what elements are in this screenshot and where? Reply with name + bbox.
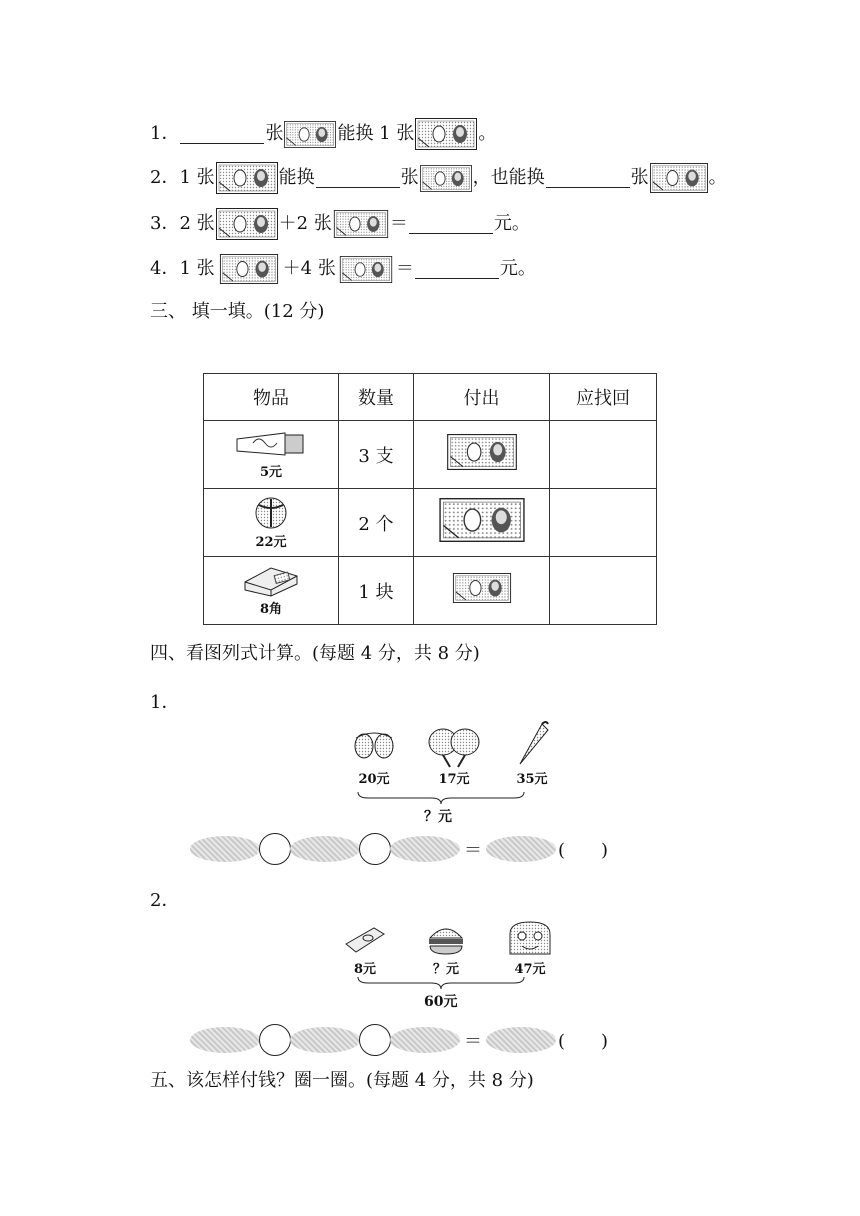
total-label: ？元 — [424, 809, 452, 825]
umbrella-icon — [512, 718, 552, 768]
section-3-title: 三、 填一填。(12 分) — [150, 301, 325, 322]
answer-oval[interactable] — [290, 1027, 360, 1053]
text: 能换 1 张 — [337, 123, 415, 144]
section-4-title: 四、看图列式计算。(每题 4 分，共 8 分) — [150, 643, 480, 664]
unit-parentheses[interactable]: ( ) — [558, 840, 609, 861]
header-change: 应找回 — [550, 374, 657, 421]
change-answer-cell[interactable] — [550, 489, 657, 557]
brace-icon — [356, 790, 526, 806]
table-row — [204, 557, 657, 625]
text: 。 — [478, 123, 497, 144]
answer-blank[interactable] — [546, 169, 630, 188]
paid-cell — [414, 489, 550, 557]
total-label: 60元 — [424, 994, 458, 1010]
price-label: ？元 — [432, 962, 459, 977]
banknote-20-icon — [216, 208, 278, 240]
price-label: 17元 — [438, 772, 470, 787]
problem-1-pictures — [352, 718, 552, 787]
question-2 — [150, 162, 727, 194]
text: 元。 — [499, 258, 536, 279]
item-cell — [204, 489, 339, 557]
rackets-icon — [426, 726, 482, 768]
answer-oval[interactable] — [390, 836, 460, 862]
gloves-icon — [352, 726, 396, 768]
item-umbrella — [512, 718, 552, 787]
question-4 — [150, 254, 536, 284]
operator-circle[interactable] — [359, 1024, 391, 1056]
banknote-1-icon — [333, 210, 389, 238]
toothpaste-icon — [233, 429, 309, 461]
item-gloves — [352, 726, 396, 787]
header-quantity: 数量 — [339, 374, 414, 421]
banknote-20-icon — [445, 434, 519, 470]
problem-1-number: 1． — [150, 692, 180, 713]
text: 1 张 — [179, 258, 215, 279]
equation-2 — [190, 1024, 608, 1056]
backpack-icon — [504, 918, 556, 958]
banknote-100-icon — [437, 498, 527, 542]
brace-icon — [356, 975, 526, 991]
answer-oval[interactable] — [190, 1027, 260, 1053]
text: 2 张 — [179, 213, 215, 234]
answer-oval[interactable] — [486, 836, 556, 862]
question-number: 2． — [150, 167, 180, 188]
table-row — [204, 421, 657, 489]
operator-circle[interactable] — [259, 1024, 291, 1056]
header-paid: 付出 — [414, 374, 550, 421]
text: 能换 — [278, 167, 315, 188]
text: ＝ — [395, 258, 414, 279]
header-item: 物品 — [204, 374, 339, 421]
banknote-10-icon — [420, 165, 472, 192]
answer-oval[interactable] — [290, 836, 360, 862]
price-label: 20元 — [358, 772, 390, 787]
question-1 — [150, 118, 496, 150]
answer-oval[interactable] — [390, 1027, 460, 1053]
text: 张 — [400, 167, 419, 188]
text: 。 — [708, 167, 727, 188]
equals-sign: ＝ — [464, 840, 482, 861]
item-backpack — [504, 918, 556, 977]
price-label: 8元 — [353, 962, 377, 977]
text: 1 张 — [179, 167, 215, 188]
answer-blank[interactable] — [415, 260, 499, 279]
price-label: 8角 — [259, 602, 283, 617]
price-label: 22元 — [255, 535, 287, 550]
text: ＋4 张 — [282, 258, 336, 279]
answer-blank[interactable] — [180, 125, 264, 144]
quantity-cell: 1 块 — [339, 557, 414, 625]
paid-cell — [414, 557, 550, 625]
quantity-cell: 3 支 — [339, 421, 414, 489]
answer-oval[interactable] — [190, 836, 260, 862]
quantity-cell: 2 个 — [339, 489, 414, 557]
answer-blank[interactable] — [316, 169, 400, 188]
banknote-20-icon — [284, 121, 336, 148]
question-number: 3． — [150, 213, 180, 234]
eraser-icon — [241, 564, 301, 598]
answer-oval[interactable] — [486, 1027, 556, 1053]
price-label: 47元 — [514, 962, 546, 977]
paid-cell — [414, 421, 550, 489]
banknote-1-icon — [450, 573, 514, 603]
text: ，也能换 — [472, 167, 545, 188]
change-answer-cell[interactable] — [550, 421, 657, 489]
answer-blank[interactable] — [409, 215, 493, 234]
question-number: 1． — [150, 123, 180, 144]
hamburger-icon — [424, 922, 468, 958]
operator-circle[interactable] — [359, 833, 391, 865]
unit-parentheses[interactable]: ( ) — [558, 1031, 609, 1052]
banknote-20-icon — [216, 162, 278, 194]
item-rackets — [426, 726, 482, 787]
banknote-10-icon — [337, 256, 395, 283]
change-answer-cell[interactable] — [550, 557, 657, 625]
price-label: 5元 — [259, 465, 283, 480]
pencil-case-icon — [342, 922, 388, 958]
item-cell — [204, 421, 339, 489]
question-3 — [150, 208, 530, 240]
text: ＝ — [389, 213, 408, 234]
item-hamburger — [424, 922, 468, 977]
banknote-50-icon — [415, 118, 477, 150]
price-label: 35元 — [516, 772, 548, 787]
fill-table — [203, 373, 657, 625]
question-number: 4． — [150, 258, 180, 279]
problem-2-number: 2． — [150, 890, 180, 911]
item-pencilcase — [342, 922, 388, 977]
text: 元。 — [493, 213, 530, 234]
text: ＋2 张 — [278, 213, 332, 234]
text: 张 — [630, 167, 649, 188]
section-5-title: 五、该怎样付钱？圈一圈。(每题 4 分，共 8 分) — [150, 1070, 534, 1091]
equation-1 — [190, 833, 608, 865]
operator-circle[interactable] — [259, 833, 291, 865]
table-row — [204, 489, 657, 557]
banknote-5-icon — [650, 163, 708, 193]
item-cell — [204, 557, 339, 625]
banknote-50-icon — [216, 254, 282, 284]
problem-2-pictures — [342, 918, 556, 977]
equals-sign: ＝ — [464, 1031, 482, 1052]
ball-icon — [251, 495, 291, 531]
text: 张 — [265, 123, 284, 144]
